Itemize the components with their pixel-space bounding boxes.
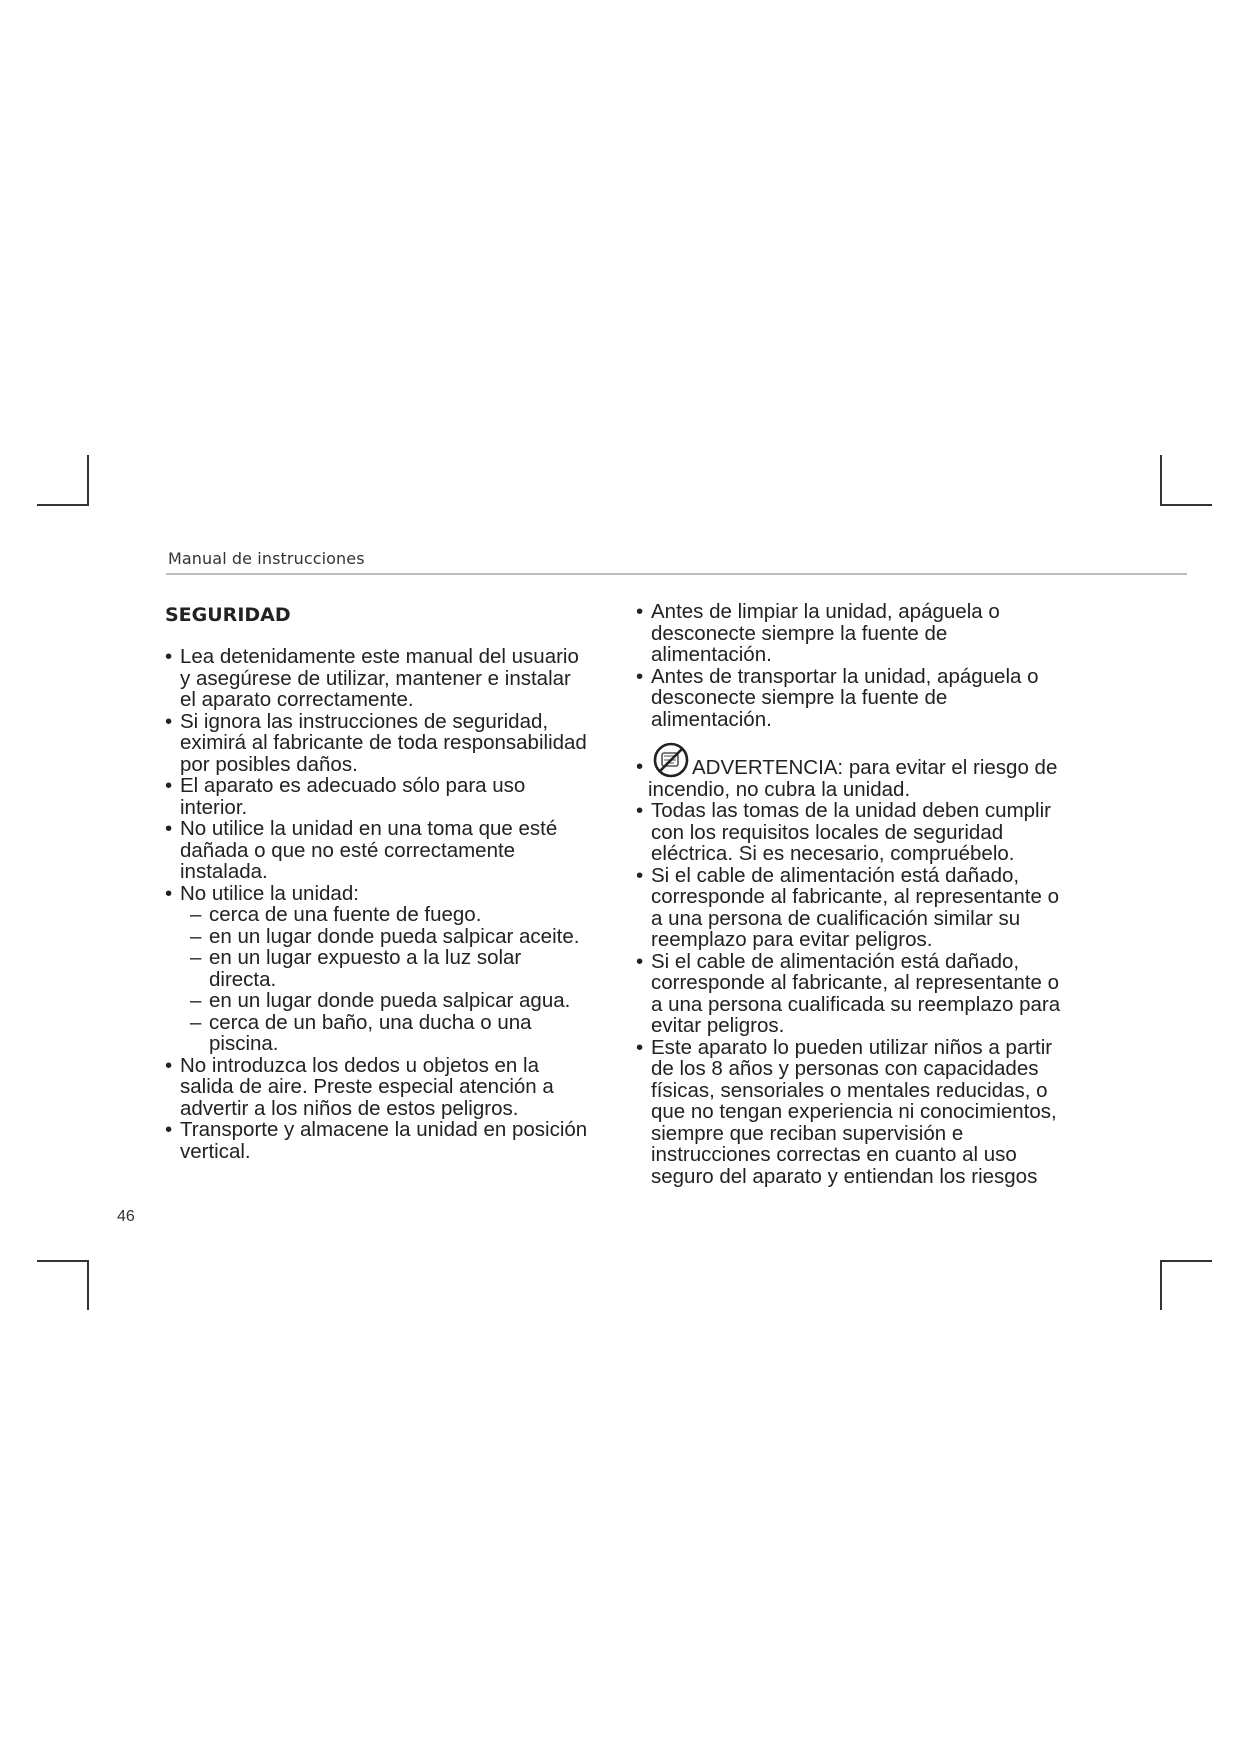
crop-mark-bottom-right-h <box>1160 1260 1212 1262</box>
bullet: • <box>636 600 644 623</box>
sub-list-item: – cerca de un baño, una ducha o una piscina. <box>190 1010 532 1055</box>
list-item: • Antes de limpiar la unidad, apáguela o desconecte siempre la fuente de alimentación. <box>636 600 1000 666</box>
bullet: • <box>636 799 644 822</box>
list-item: • No utilice la unidad en una toma que esté dañada o que no esté correctamente instalada. <box>165 817 558 883</box>
sub-list-item: – en un lugar expuesto a la luz solar directa. <box>190 946 522 991</box>
list-item: • Transporte y almacene la unidad en posición vertical. <box>165 1118 588 1163</box>
crop-mark-top-left-h <box>37 504 89 506</box>
section-title: SEGURIDAD <box>165 604 291 626</box>
no-covering-icon <box>651 742 691 778</box>
bullet: • <box>165 1053 173 1077</box>
list-item: • Si ignora las instrucciones de seguridad, eximirá al fabricante de toda responsabilidad por posibles daños. <box>165 709 587 776</box>
dash: – <box>190 946 202 969</box>
bullet: • <box>165 709 173 733</box>
bullet: • <box>636 863 644 887</box>
warning-list-item <box>636 742 1106 800</box>
list-item: • Este aparato lo pueden utilizar niños a partir de los 8 años y personas con capacidades físicas, sensoriales o mentales reducidas, o que no tengan experiencia ni conocimientos, siempre que reciban supervisión e instrucciones correctas en cuanto al uso seguro del aparato y entiendan los riesgos <box>636 1035 1057 1188</box>
bullet: • <box>636 755 644 778</box>
bullet: • <box>636 1035 644 1059</box>
header-title: Manual de instrucciones <box>168 549 365 568</box>
list-item: • Antes de transportar la unidad, apáguela o desconecte siempre la fuente de alimentación. <box>636 664 1039 731</box>
crop-mark-bottom-right-v <box>1160 1260 1162 1310</box>
dash: – <box>190 1010 202 1034</box>
dash: – <box>190 989 202 1012</box>
list-item: • No utilice la unidad: <box>165 881 359 905</box>
header-divider <box>166 573 1187 575</box>
crop-mark-top-right-h <box>1160 504 1212 506</box>
bullet: • <box>165 817 173 840</box>
list-item: • Lea detenidamente este manual del usuario y asegúrese de utilizar, mantener e instalar el aparato correctamente. <box>165 645 579 711</box>
sub-list-item: – cerca de una fuente de fuego. <box>190 903 482 926</box>
page-number: 46 <box>117 1208 135 1225</box>
dash: – <box>190 903 202 926</box>
bullet: • <box>165 774 173 797</box>
bullet: • <box>165 881 173 905</box>
list-item: • Todas las tomas de la unidad deben cumplir con los requisitos locales de seguridad eléctrica. Si es necesario, compruébelo. <box>636 799 1051 865</box>
left-column <box>165 646 625 1162</box>
crop-mark-bottom-left-h <box>37 1260 89 1262</box>
bullet: • <box>636 664 644 688</box>
list-item: • Si el cable de alimentación está dañado, corresponde al fabricante, al representante o a una persona cualificada su reemplazo para evitar peligros. <box>636 949 1061 1037</box>
bullet: • <box>165 645 173 668</box>
right-column <box>636 601 1106 1187</box>
list-item: • Si el cable de alimentación está dañado, corresponde al fabricante, al representante o a una persona de cualificación similar su reemplazo para evitar peligros. <box>636 863 1059 951</box>
crop-mark-top-left-v <box>87 455 89 505</box>
crop-mark-top-right-v <box>1160 455 1162 505</box>
bullet: • <box>165 1118 173 1141</box>
sub-list-item: – en un lugar donde pueda salpicar agua. <box>190 989 571 1012</box>
bullet: • <box>636 949 644 973</box>
warning-text: ADVERTENCIA: para evitar el riesgo de incendio, no cubra la unidad. <box>648 756 1058 801</box>
crop-mark-bottom-left-v <box>87 1260 89 1310</box>
dash: – <box>190 924 202 948</box>
sub-list-item: – en un lugar donde pueda salpicar aceite. <box>190 924 580 948</box>
list-item: • El aparato es adecuado sólo para uso interior. <box>165 774 526 819</box>
list-item: • No introduzca los dedos u objetos en la salida de aire. Preste especial atención a advertir a los niños de estos peligros. <box>165 1053 554 1120</box>
